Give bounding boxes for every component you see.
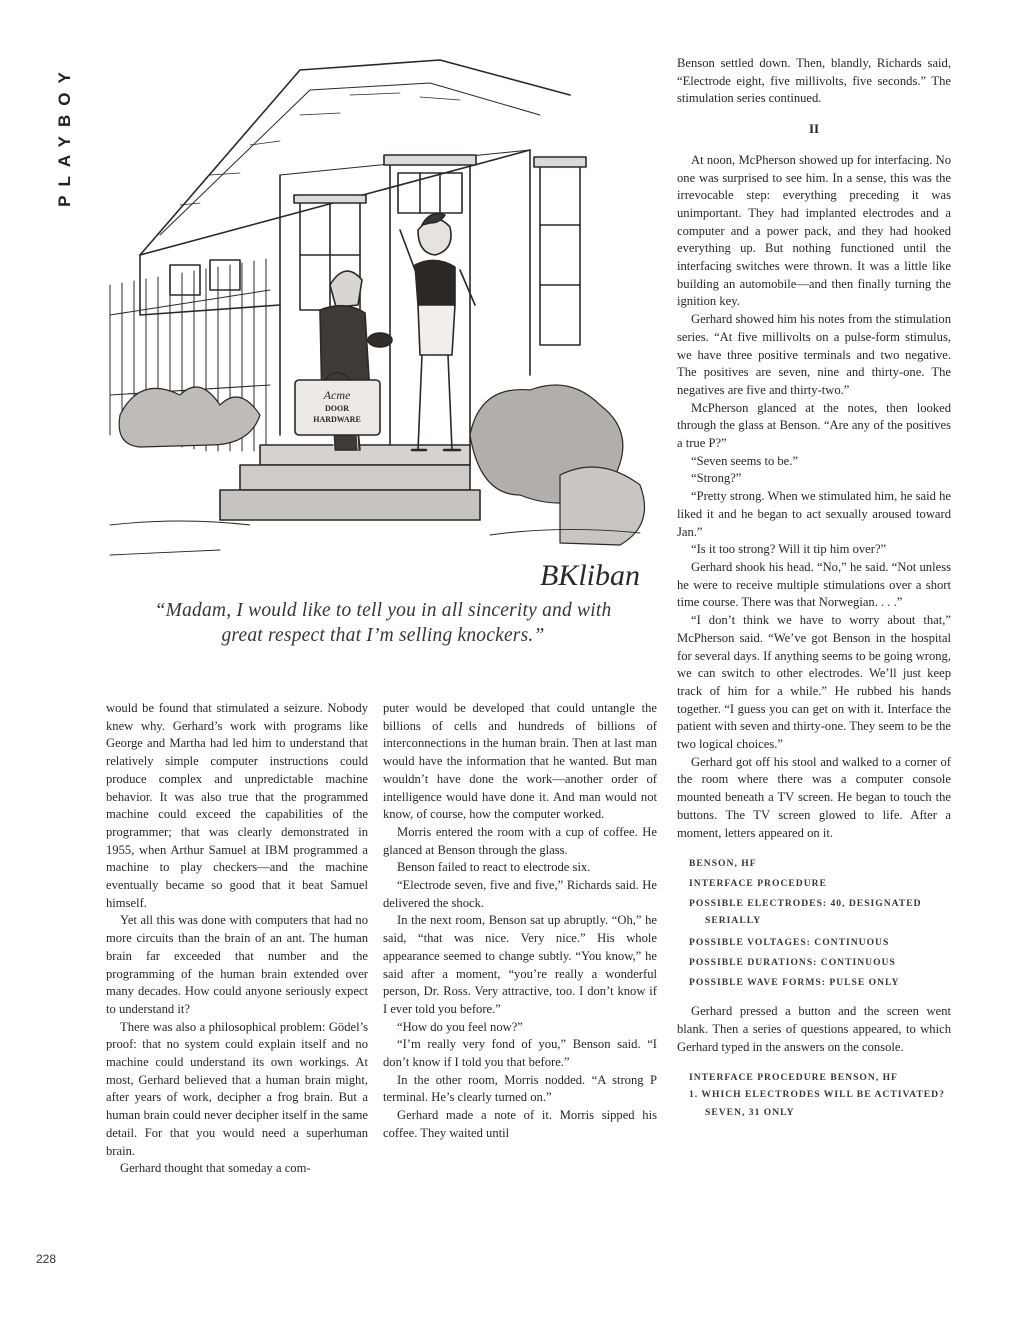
paragraph: “Is it too strong? Will it tip him over?” <box>691 542 887 557</box>
console-line: SEVEN, 31 ONLY <box>705 1107 795 1119</box>
cartoonist-signature: BKliban <box>539 559 641 592</box>
paragraph: At noon, McPherson showed up for interfacing. No one was surprised to see him. In a sense, this was the irrevocable step: everything preceding it was unimportant. They had implanted electrodes and a computer and a power pack, and they had hooked everything up. But nothing functioned until the interfacing switches were thrown. It was a little like building an automobile—and then finally turning the ignition key. <box>677 152 951 309</box>
cartoon-caption <box>100 598 666 648</box>
case-label-bottom: HARDWARE <box>313 415 361 424</box>
page-number: 228 <box>36 1252 57 1266</box>
cartoon-illustration <box>100 55 660 600</box>
paragraph: Gerhard got off his stool and walked to a corner of the room where there was a computer console mounted beneath a TV screen. He began to touch the buttons. The TV screen glowed to life. After a moment, letters appeared on it. <box>677 754 951 840</box>
paragraph: puter would be developed that could untangle the billions of cells and hundreds of billions of interconnections in the human brain. Then at last man would have the information that he wanted. But man wouldn’t have done the work—another order of intelligence would have done it. And man would not know, of course, how the computer worked. <box>383 701 657 822</box>
paragraph: Benson settled down. Then, blandly, Richards said, “Electrode eight, five millivolts, five seconds.” The stimulation series continued. <box>677 56 951 106</box>
paragraph: Gerhard made a note of it. Morris sipped his coffee. They waited until <box>383 1108 657 1140</box>
console-line: BENSON, HF <box>689 858 757 870</box>
caption-line-2: great respect that I’m selling knockers.” <box>221 625 545 646</box>
paragraph: McPherson glanced at the notes, then looked through the glass at Benson. “Are any of the positives a true P?” <box>677 400 951 451</box>
paragraph: “Strong?” <box>691 471 742 486</box>
paragraph: “Electrode seven, five and five,” Richards said. He delivered the shock. <box>383 878 657 910</box>
console-line: POSSIBLE VOLTAGES: CONTINUOUS <box>689 937 890 949</box>
column-2 <box>383 700 657 1143</box>
console-display-1 <box>689 854 951 993</box>
paragraph: Yet all this was done with computers that had no more circuits than the brain of an ant. The human brain far exceeded that number and the programming of the human brain extended over many decades. How could anyone seriously expect to understand it? <box>106 913 368 1016</box>
case-label-top: Acme <box>323 388 351 402</box>
paragraph: There was also a philosophical problem: Gödel’s proof: that no system could explain itself and no machine could understand its own workings. At most, Gerhard believed that a human brain might, after years of work, decipher a frog brain. But a human brain could never decipher itself in the same detail. For that you would need a superhuman brain. <box>106 1019 368 1158</box>
paragraph: “How do you feel now?” <box>397 1019 523 1034</box>
paragraph: Gerhard shook his head. “No,” he said. “Not unless he were to receive multiple stimulations over a short time course. There was that Norwegian. . . .” <box>677 559 951 610</box>
paragraph: would be found that stimulated a seizure. Nobody knew why. Gerhard’s work with programs like George and Martha had led him to understand that relatively simple computer instructions could produce complex and unpredictable machine behavior. It was also true that the programmed machine could exceed the capabilities of the programmer; that was clearly demonstrated in 1955, when Arthur Samuel at IBM programmed a machine to play checkers—and the machine eventually became so good that it beat Samuel himself. <box>106 701 368 910</box>
paragraph: Morris entered the room with a cup of coffee. He glanced at Benson through the glass. <box>383 824 657 857</box>
console-display-2 <box>689 1068 951 1120</box>
console-line: 1. WHICH ELECTRODES WILL BE ACTIVATED? <box>689 1089 945 1101</box>
masthead <box>50 55 80 215</box>
paragraph: Gerhard showed him his notes from the stimulation series. “At five millivolts on a pulse-form stimulus, we have three positive terminals and two negative. The positives are seven, nine and thirty-one. The negatives are five and thirty-two.” <box>677 312 951 397</box>
paragraph: “Pretty strong. When we stimulated him, he said he liked it and he began to act sexually aroused toward Jan.” <box>677 489 951 539</box>
column-1 <box>106 700 368 1178</box>
paragraph: “Seven seems to be.” <box>691 453 799 468</box>
paragraph: In the next room, Benson sat up abruptly. “Oh,” he said, “that was nice. Very nice.” His whole appearance seemed to change subtly. “You know,” he said after a moment, “you’re really a wonderful person, Dr. Ross. Very attractive, too. I don’t know if I ever told you before.” <box>383 913 657 1016</box>
console-line: SERIALLY <box>705 915 762 927</box>
console-line: INTERFACE PROCEDURE BENSON, HF <box>689 1072 898 1084</box>
paragraph: Gerhard thought that someday a com- <box>120 1161 311 1176</box>
paragraph: “I’m really very fond of you,” Benson said. “I don’t know if I told you that before.” <box>383 1037 657 1070</box>
masthead-text: PLAYBOY <box>55 63 74 207</box>
console-line: POSSIBLE WAVE FORMS: PULSE ONLY <box>689 977 900 989</box>
console-line: POSSIBLE DURATIONS: CONTINUOUS <box>689 957 896 969</box>
paragraph: Gerhard pressed a button and the screen went blank. Then a series of questions appeared, to which Gerhard typed in the answers on the console. <box>677 1004 951 1054</box>
console-line: INTERFACE PROCEDURE <box>689 878 827 890</box>
paragraph: “I don’t think we have to worry about that,” McPherson said. “We’ve got Benson in the hospital for several days. If anything seems to be going wrong, we can switch to other electrodes. We’ll just keep track of him for a while.” He rubbed his hands together. “I guess you can get on with it. Interface the patient with seven and thirty-one. They seem to be the two logical choices.” <box>677 613 951 752</box>
section-heading: II <box>808 121 820 137</box>
paragraph: In the other room, Morris nodded. “A strong P terminal. He’s clearly turned on.” <box>383 1072 657 1105</box>
column-3 <box>677 55 951 1130</box>
console-line: POSSIBLE ELECTRODES: 40, DESIGNATED <box>689 898 922 910</box>
case-label-mid: DOOR <box>325 404 349 413</box>
paragraph: Benson failed to react to electrode six. <box>397 860 591 875</box>
caption-line-1: “Madam, I would like to tell you in all sincerity and with <box>154 600 612 621</box>
